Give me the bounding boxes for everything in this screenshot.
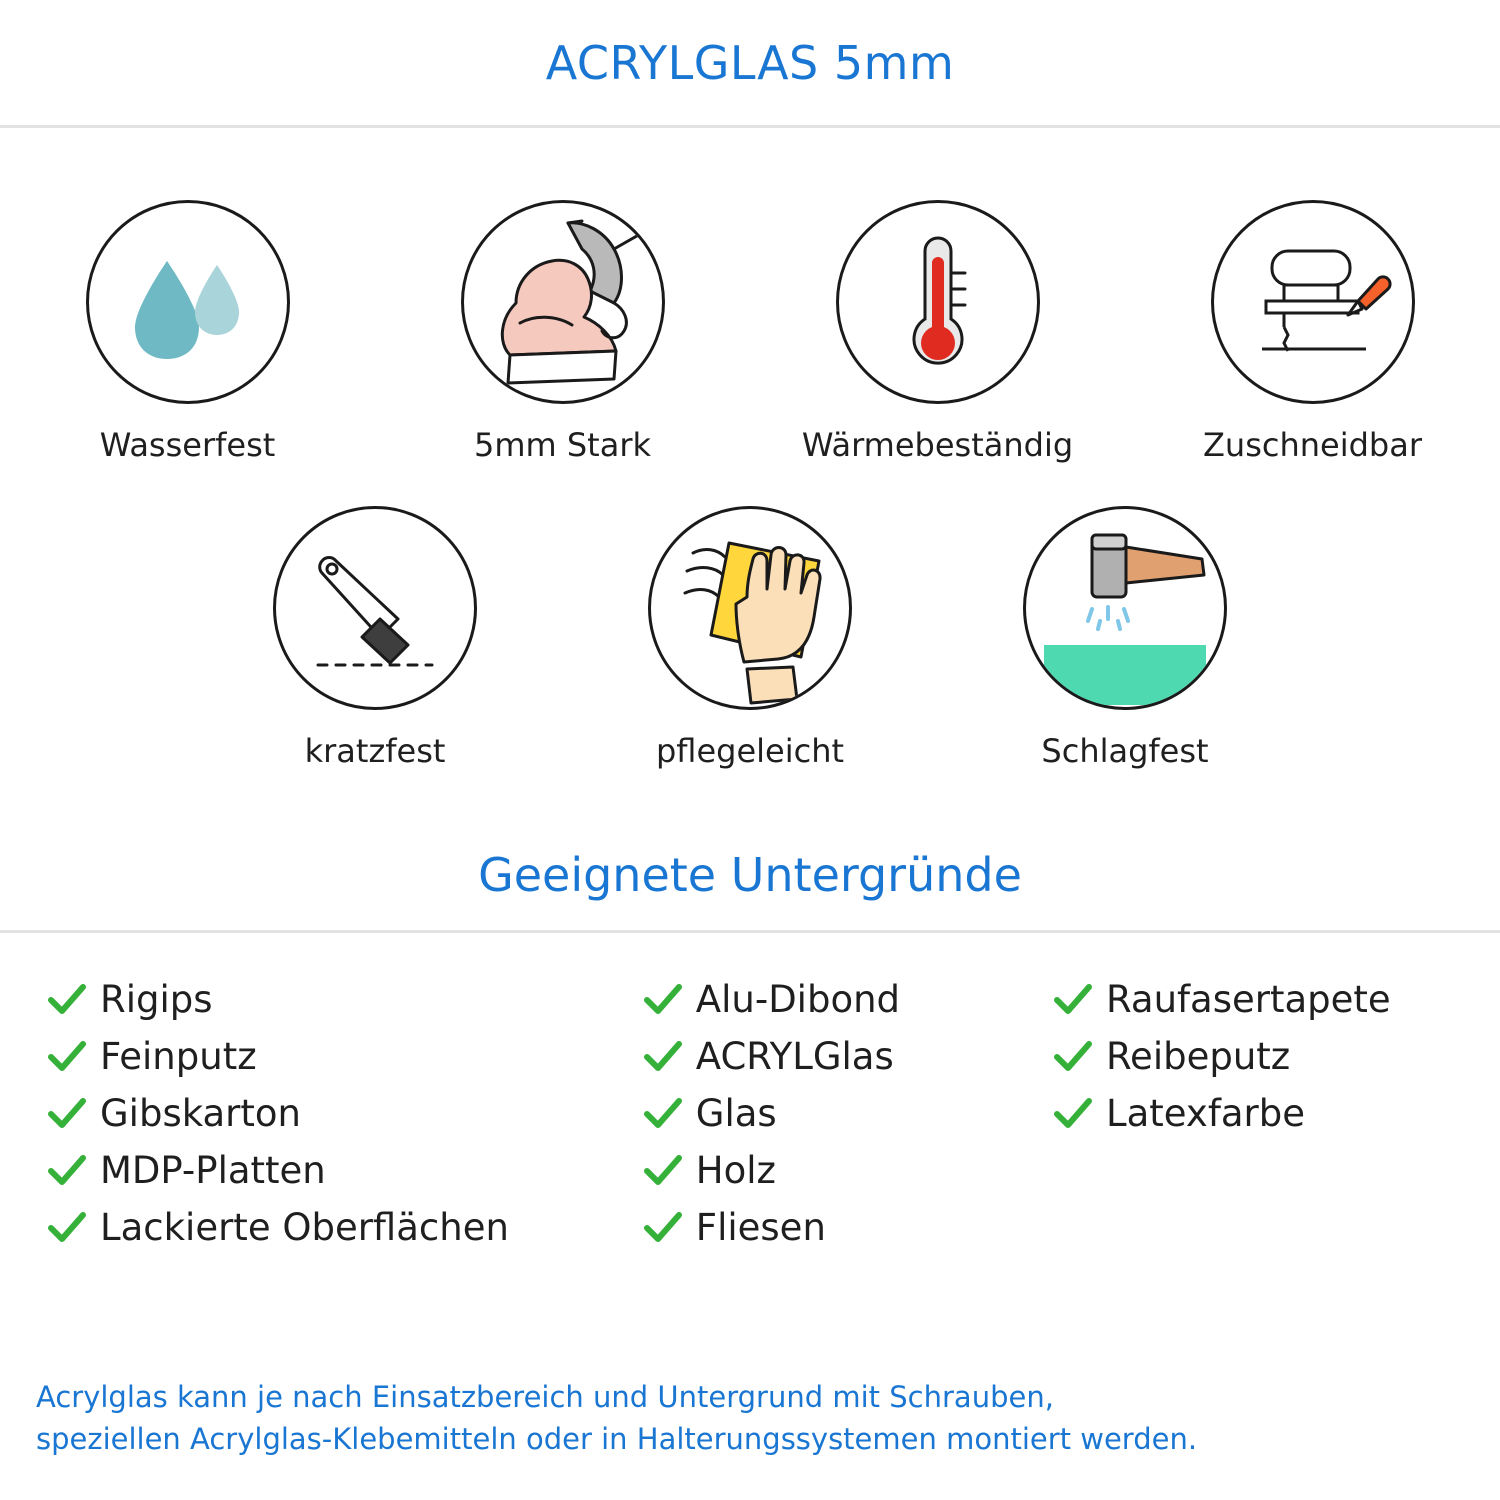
check-icon [640, 1097, 686, 1131]
list-item-label: Raufasertapete [1106, 978, 1391, 1021]
list-item-label: Glas [695, 1092, 777, 1135]
substrates-list [0, 933, 1500, 1256]
feature-5mm-stark [375, 200, 750, 464]
feature-label: Wärmebeständig [801, 426, 1074, 464]
check-icon [44, 1211, 90, 1245]
substrates-column-1 [30, 971, 640, 1256]
list-item-label: Rigips [100, 978, 213, 1021]
list-item-label: Reibeputz [1106, 1035, 1291, 1078]
knife-scratch-icon [273, 506, 477, 710]
list-item [640, 1142, 1050, 1199]
feature-zuschneidbar [1125, 200, 1500, 464]
list-item [44, 971, 640, 1028]
feature-schlagfest [938, 506, 1313, 770]
substrates-section-header [0, 848, 1500, 933]
feature-grid [0, 128, 1500, 770]
check-icon [44, 1097, 90, 1131]
list-item [44, 1199, 640, 1256]
cleaning-hand-cloth-icon [648, 506, 852, 710]
list-item [640, 1199, 1050, 1256]
flexed-arm-icon [461, 200, 665, 404]
list-item [1050, 1028, 1470, 1085]
section-title: Geeignete Untergründe [478, 848, 1022, 902]
list-item [1050, 1085, 1470, 1142]
feature-pflegeleicht [563, 506, 938, 770]
hammer-impact-icon [1023, 506, 1227, 710]
check-icon [44, 1154, 90, 1188]
check-icon [44, 1040, 90, 1074]
list-item [640, 971, 1050, 1028]
feature-row-2 [0, 506, 1500, 770]
footnote-line-1: Acrylglas kann je nach Einsatzbereich und Untergrund mit Schrauben, [36, 1380, 1054, 1414]
substrates-column-3 [1050, 971, 1470, 1256]
list-item [44, 1085, 640, 1142]
jigsaw-cutting-icon [1211, 200, 1415, 404]
list-item [640, 1028, 1050, 1085]
list-item [44, 1142, 640, 1199]
footnote [36, 1376, 1464, 1460]
feature-row-1 [0, 200, 1500, 464]
list-item [640, 1085, 1050, 1142]
check-icon [44, 983, 90, 1017]
check-icon [640, 1040, 686, 1074]
check-icon [640, 1211, 686, 1245]
feature-kratzfest [188, 506, 563, 770]
list-item-label: ACRYLGlas [695, 1035, 894, 1078]
feature-label: kratzfest [304, 732, 446, 770]
substrates-column-2 [640, 971, 1050, 1256]
feature-label: Zuschneidbar [1203, 426, 1422, 464]
water-drops-icon [86, 200, 290, 404]
list-item-label: Holz [695, 1149, 776, 1192]
list-item-label: Fliesen [695, 1206, 826, 1249]
feature-waermebestaendig [750, 200, 1125, 464]
check-icon [1050, 1040, 1096, 1074]
list-item-label: Alu-Dibond [695, 978, 901, 1021]
list-item [1050, 971, 1470, 1028]
header [0, 0, 1500, 128]
feature-label: Schlagfest [1041, 732, 1209, 770]
list-item-label: Gibskarton [100, 1092, 301, 1135]
check-icon [640, 1154, 686, 1188]
feature-label: Wasserfest [99, 426, 276, 464]
feature-label: 5mm Stark [473, 426, 652, 464]
thermometer-icon [836, 200, 1040, 404]
feature-label: pflegeleicht [655, 732, 845, 770]
list-item-label: Lackierte Oberflächen [100, 1206, 509, 1249]
footnote-line-2: speziellen Acrylglas-Klebemitteln oder in Halterungssystemen montiert werden. [36, 1422, 1198, 1456]
list-item-label: MDP-Platten [100, 1149, 326, 1192]
page-title: ACRYLGLAS 5mm [545, 35, 955, 90]
check-icon [1050, 983, 1096, 1017]
feature-wasserfest [0, 200, 375, 464]
list-item-label: Latexfarbe [1106, 1092, 1305, 1135]
list-item-label: Feinputz [100, 1035, 257, 1078]
check-icon [1050, 1097, 1096, 1131]
list-item [44, 1028, 640, 1085]
check-icon [640, 983, 686, 1017]
